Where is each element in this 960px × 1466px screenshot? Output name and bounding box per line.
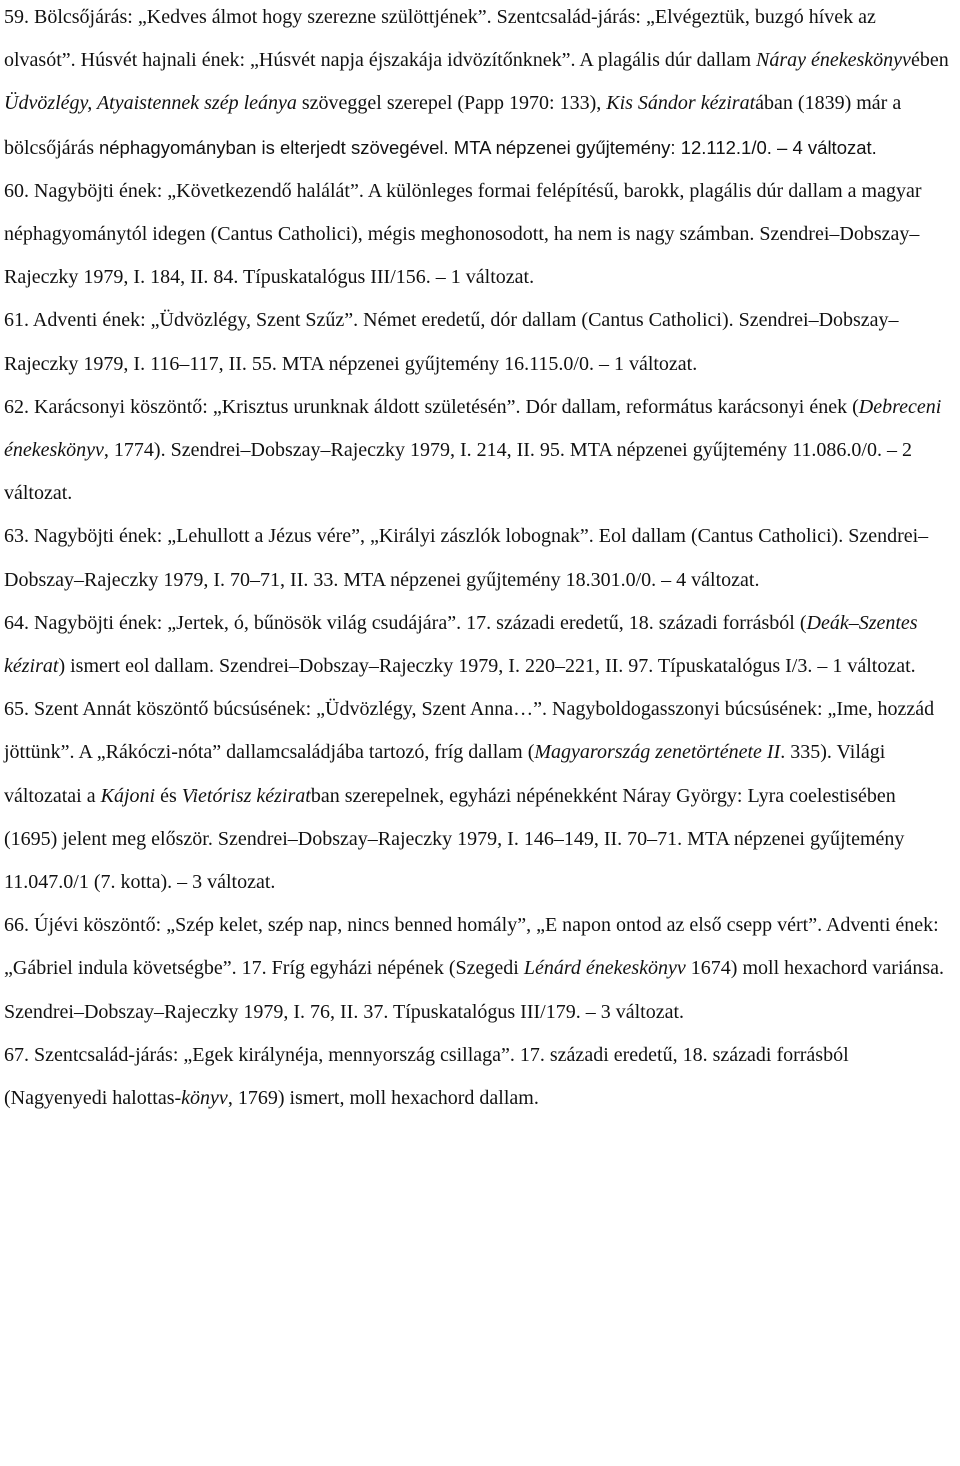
entry-number: 65. bbox=[4, 698, 29, 721]
entry-text: Kis Sándor kézirat bbox=[606, 92, 756, 115]
entry-text: Náray énekeskönyv bbox=[756, 49, 911, 72]
entry-text: , 1769) ismert, moll hexachord dallam. bbox=[227, 1087, 539, 1110]
entry-text: 1674) moll hexachord variánsa. Szendrei–Dobszay–Rajeczky 1979, I. 76, II. 37. Típuskatalógus III/179. – 3 változat. bbox=[4, 957, 945, 1023]
entry-text: Lénárd énekeskönyv bbox=[523, 957, 686, 980]
entry-number: 63. bbox=[4, 525, 29, 548]
entry-text: könyv bbox=[181, 1087, 228, 1110]
entry-text: és bbox=[155, 784, 182, 807]
entry-text: Nagyböjti ének: „Lehullott a Jézus vére”, „Királyi zászlók lobognak”. Eol dallam (Cantus Catholici). Szendrei–Dobszay–Rajeczky 1979, I. 70–71, II. 33. MTA népzenei gyűjtemény 18.301.0/0. – 4 változat. bbox=[4, 525, 929, 591]
entry-text: ában (1839) már a bölcsőjárás bbox=[4, 92, 902, 159]
entry-list bbox=[4, 0, 952, 1120]
entry-text: ében bbox=[910, 49, 949, 72]
entry-66 bbox=[4, 904, 952, 1034]
entry-61 bbox=[4, 299, 952, 385]
entry-67 bbox=[4, 1034, 952, 1120]
entry-text: Szentcsalád-járás: „Egek királynéja, mennyország csillaga”. 17. századi eredetű, 18. századi forrásból (Nagyenyedi halottas- bbox=[4, 1043, 849, 1110]
entry-number: 64. bbox=[4, 611, 29, 634]
entry-text: Újévi köszöntő: „Szép kelet, szép nap, nincs benned homály”, „E napon ontod az első csepp vért”. Adventi ének: „Gábriel indula követségbe”. 17. Fríg egyházi népének (Szegedi bbox=[4, 914, 939, 980]
entry-text: Nagyböjti ének: „Következendő halálát”. A különleges formai felépítésű, barokk, plagális dúr dallam a magyar néphagyománytól idegen (Cantus Catholici), mégis meghonosodott, ha nem is nagy számban. Szendrei–Dobszay–Rajeczky 1979, I. 184, II. 84. Típuskatalógus III/156. – 1 változat. bbox=[4, 179, 922, 289]
entry-62 bbox=[4, 386, 952, 516]
entry-text: Nagyböjti ének: „Jertek, ó, bűnösök világ csudájára”. 17. századi eredetű, 18. századi forrásból ( bbox=[29, 611, 807, 634]
entry-text: Debreceni énekeskönyv bbox=[4, 395, 942, 462]
entry-text: néphagyományban is elterjedt szövegével. MTA népzenei gyűjtemény: 12.112.1/0. – 4 változat. bbox=[98, 136, 877, 158]
entry-text: Kájoni bbox=[100, 784, 156, 807]
entry-text: Magyarország zenetörténete II bbox=[534, 741, 781, 764]
entry-number: 66. bbox=[4, 914, 29, 937]
entry-number: 67. bbox=[4, 1043, 29, 1066]
entry-text: Vietórisz kézirat bbox=[181, 784, 311, 807]
entry-text: Adventi ének: „Üdvözlégy, Szent Szűz”. Német eredetű, dór dallam (Cantus Catholici). Szendrei–Dobszay–Rajeczky 1979, I. 116–117, II. 55. MTA népzenei gyűjtemény 16.115.0/0. – 1 változat. bbox=[4, 309, 899, 375]
entry-number: 61. bbox=[4, 309, 29, 332]
entry-63 bbox=[4, 515, 952, 601]
entry-59 bbox=[4, 0, 952, 170]
entry-60 bbox=[4, 170, 952, 300]
entry-number: 60. bbox=[4, 179, 29, 202]
entry-text: , 1774). Szendrei–Dobszay–Rajeczky 1979, I. 214, II. 95. MTA népzenei gyűjtemény 11.086.0/0. – 2 változat. bbox=[4, 439, 912, 505]
entry-65 bbox=[4, 688, 952, 904]
entry-text: Deák–Szentes kézirat bbox=[4, 611, 918, 678]
entry-text: szöveggel szerepel (Papp 1970: 133), bbox=[296, 92, 607, 115]
entry-text: . 335). Világi változatai a bbox=[4, 741, 886, 807]
entry-64 bbox=[4, 602, 952, 688]
entry-number: 62. bbox=[4, 395, 29, 418]
entry-text: ) ismert eol dallam. Szendrei–Dobszay–Rajeczky 1979, I. 220–221, II. 97. Típuskatalógus I/3. – 1 változat. bbox=[58, 655, 916, 678]
entry-text: Bölcsőjárás: „Kedves álmot hogy szerezne szülöttjének”. Szentcsalád-járás: „Elvégeztük, buzgó hívek az olvasót”. Húsvét hajnali ének: „Húsvét napja éjszakája idvözítőnknek”. A plagális dúr dallam bbox=[4, 6, 876, 72]
entry-text: ban szerepelnek, egyházi népénekként Náray György: Lyra coelestisében (1695) jelent meg először. Szendrei–Dobszay–Rajeczky 1979, I. 146–149, II. 70–71. MTA népzenei gyűjtemény 11.047.0/1 (7. kotta). – 3 változat. bbox=[4, 784, 905, 894]
entry-text: Szent Annát köszöntő búcsúsének: „Üdvözlégy, Szent Anna…”. Nagyboldogasszonyi búcsúsének: „Ime, hozzád jöttünk”. A „Rákóczi-nóta” dallamcsaládjába tartozó, fríg dallam ( bbox=[4, 698, 935, 764]
entry-text: Karácsonyi köszöntő: „Krisztus urunknak áldott születésén”. Dór dallam, református karácsonyi ének ( bbox=[29, 395, 859, 418]
entry-number: 59. bbox=[4, 6, 29, 28]
entry-text: Üdvözlégy, Atyaistennek szép leánya bbox=[4, 92, 297, 115]
